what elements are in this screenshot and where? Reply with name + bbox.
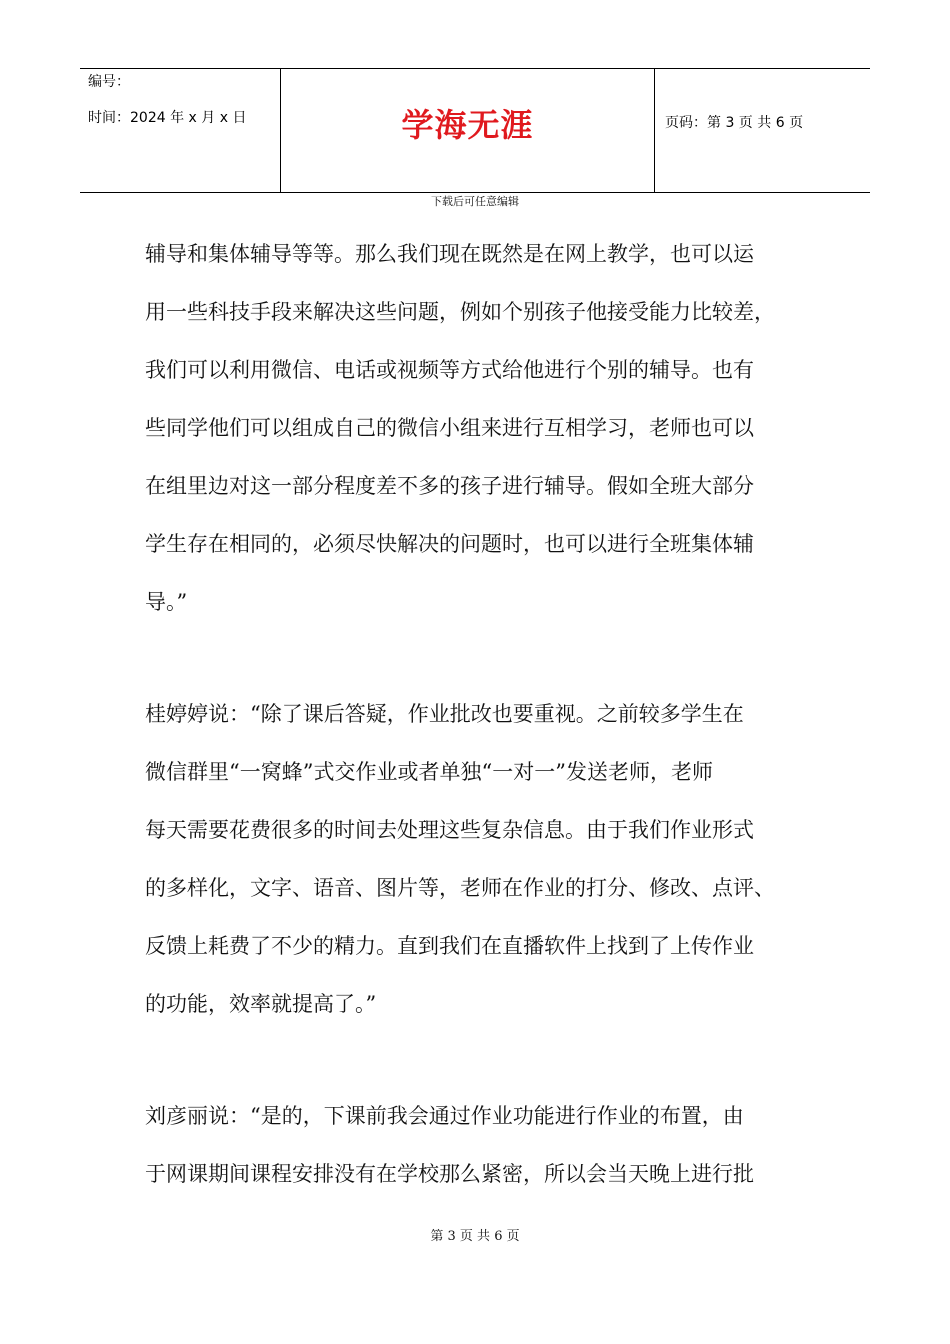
paragraph-line: 桂婷婷说：“除了课后答疑，作业批改也要重视。之前较多学生在 bbox=[145, 702, 744, 726]
paragraph-line: 用一些科技手段来解决这些问题，例如个别孩子他接受能力比较差， bbox=[145, 300, 775, 324]
paragraph-line: 反馈上耗费了不少的精力。直到我们在直播软件上找到了上传作业 bbox=[145, 934, 754, 958]
paragraph-line: 刘彦丽说：“是的，下课前我会通过作业功能进行作业的布置，由 bbox=[145, 1104, 744, 1128]
header-brand-cell bbox=[281, 69, 655, 192]
paragraph-line: 在组里边对这一部分程度差不多的孩子进行辅导。假如全班大部分 bbox=[145, 474, 754, 498]
paragraph-line: 我们可以利用微信、电话或视频等方式给他进行个别的辅导。也有 bbox=[145, 358, 754, 382]
paragraph-line: 于网课期间课程安排没有在学校那么紧密，所以会当天晚上进行批 bbox=[145, 1162, 754, 1186]
paragraph-1 bbox=[145, 232, 835, 638]
paragraph-line: 导。” bbox=[145, 590, 188, 614]
paragraph-line: 些同学他们可以组成自己的微信小组来进行互相学习，老师也可以 bbox=[145, 416, 754, 440]
paragraph-line: 的多样化，文字、语音、图片等，老师在作业的打分、修改、点评、 bbox=[145, 876, 775, 900]
document-header bbox=[80, 68, 870, 193]
paragraph-3 bbox=[145, 1094, 835, 1210]
brand-title: 学海无涯 bbox=[401, 106, 534, 144]
document-date-label: 时间：2024 年 x 月 x 日 bbox=[88, 110, 247, 126]
paragraph-2 bbox=[145, 692, 835, 1040]
editable-note: 下载后可任意编辑 bbox=[431, 195, 519, 208]
page-footer: 第 3 页 共 6 页 bbox=[430, 1229, 520, 1244]
document-number-label: 编号： bbox=[88, 74, 130, 90]
paragraph-line: 学生存在相同的，必须尽快解决的问题时，也可以进行全班集体辅 bbox=[145, 532, 754, 556]
paragraph-line: 辅导和集体辅导等等。那么我们现在既然是在网上教学，也可以运 bbox=[145, 242, 754, 266]
header-page-label: 页码：第 3 页 共 6 页 bbox=[665, 115, 804, 131]
header-info-cell bbox=[80, 69, 281, 192]
paragraph-line: 每天需要花费很多的时间去处理这些复杂信息。由于我们作业形式 bbox=[145, 818, 754, 842]
paragraph-line: 微信群里“一窝蜂”式交作业或者单独“一对一”发送老师，老师 bbox=[145, 760, 713, 784]
header-page-cell bbox=[655, 69, 870, 192]
paragraph-line: 的功能，效率就提高了。” bbox=[145, 992, 377, 1016]
